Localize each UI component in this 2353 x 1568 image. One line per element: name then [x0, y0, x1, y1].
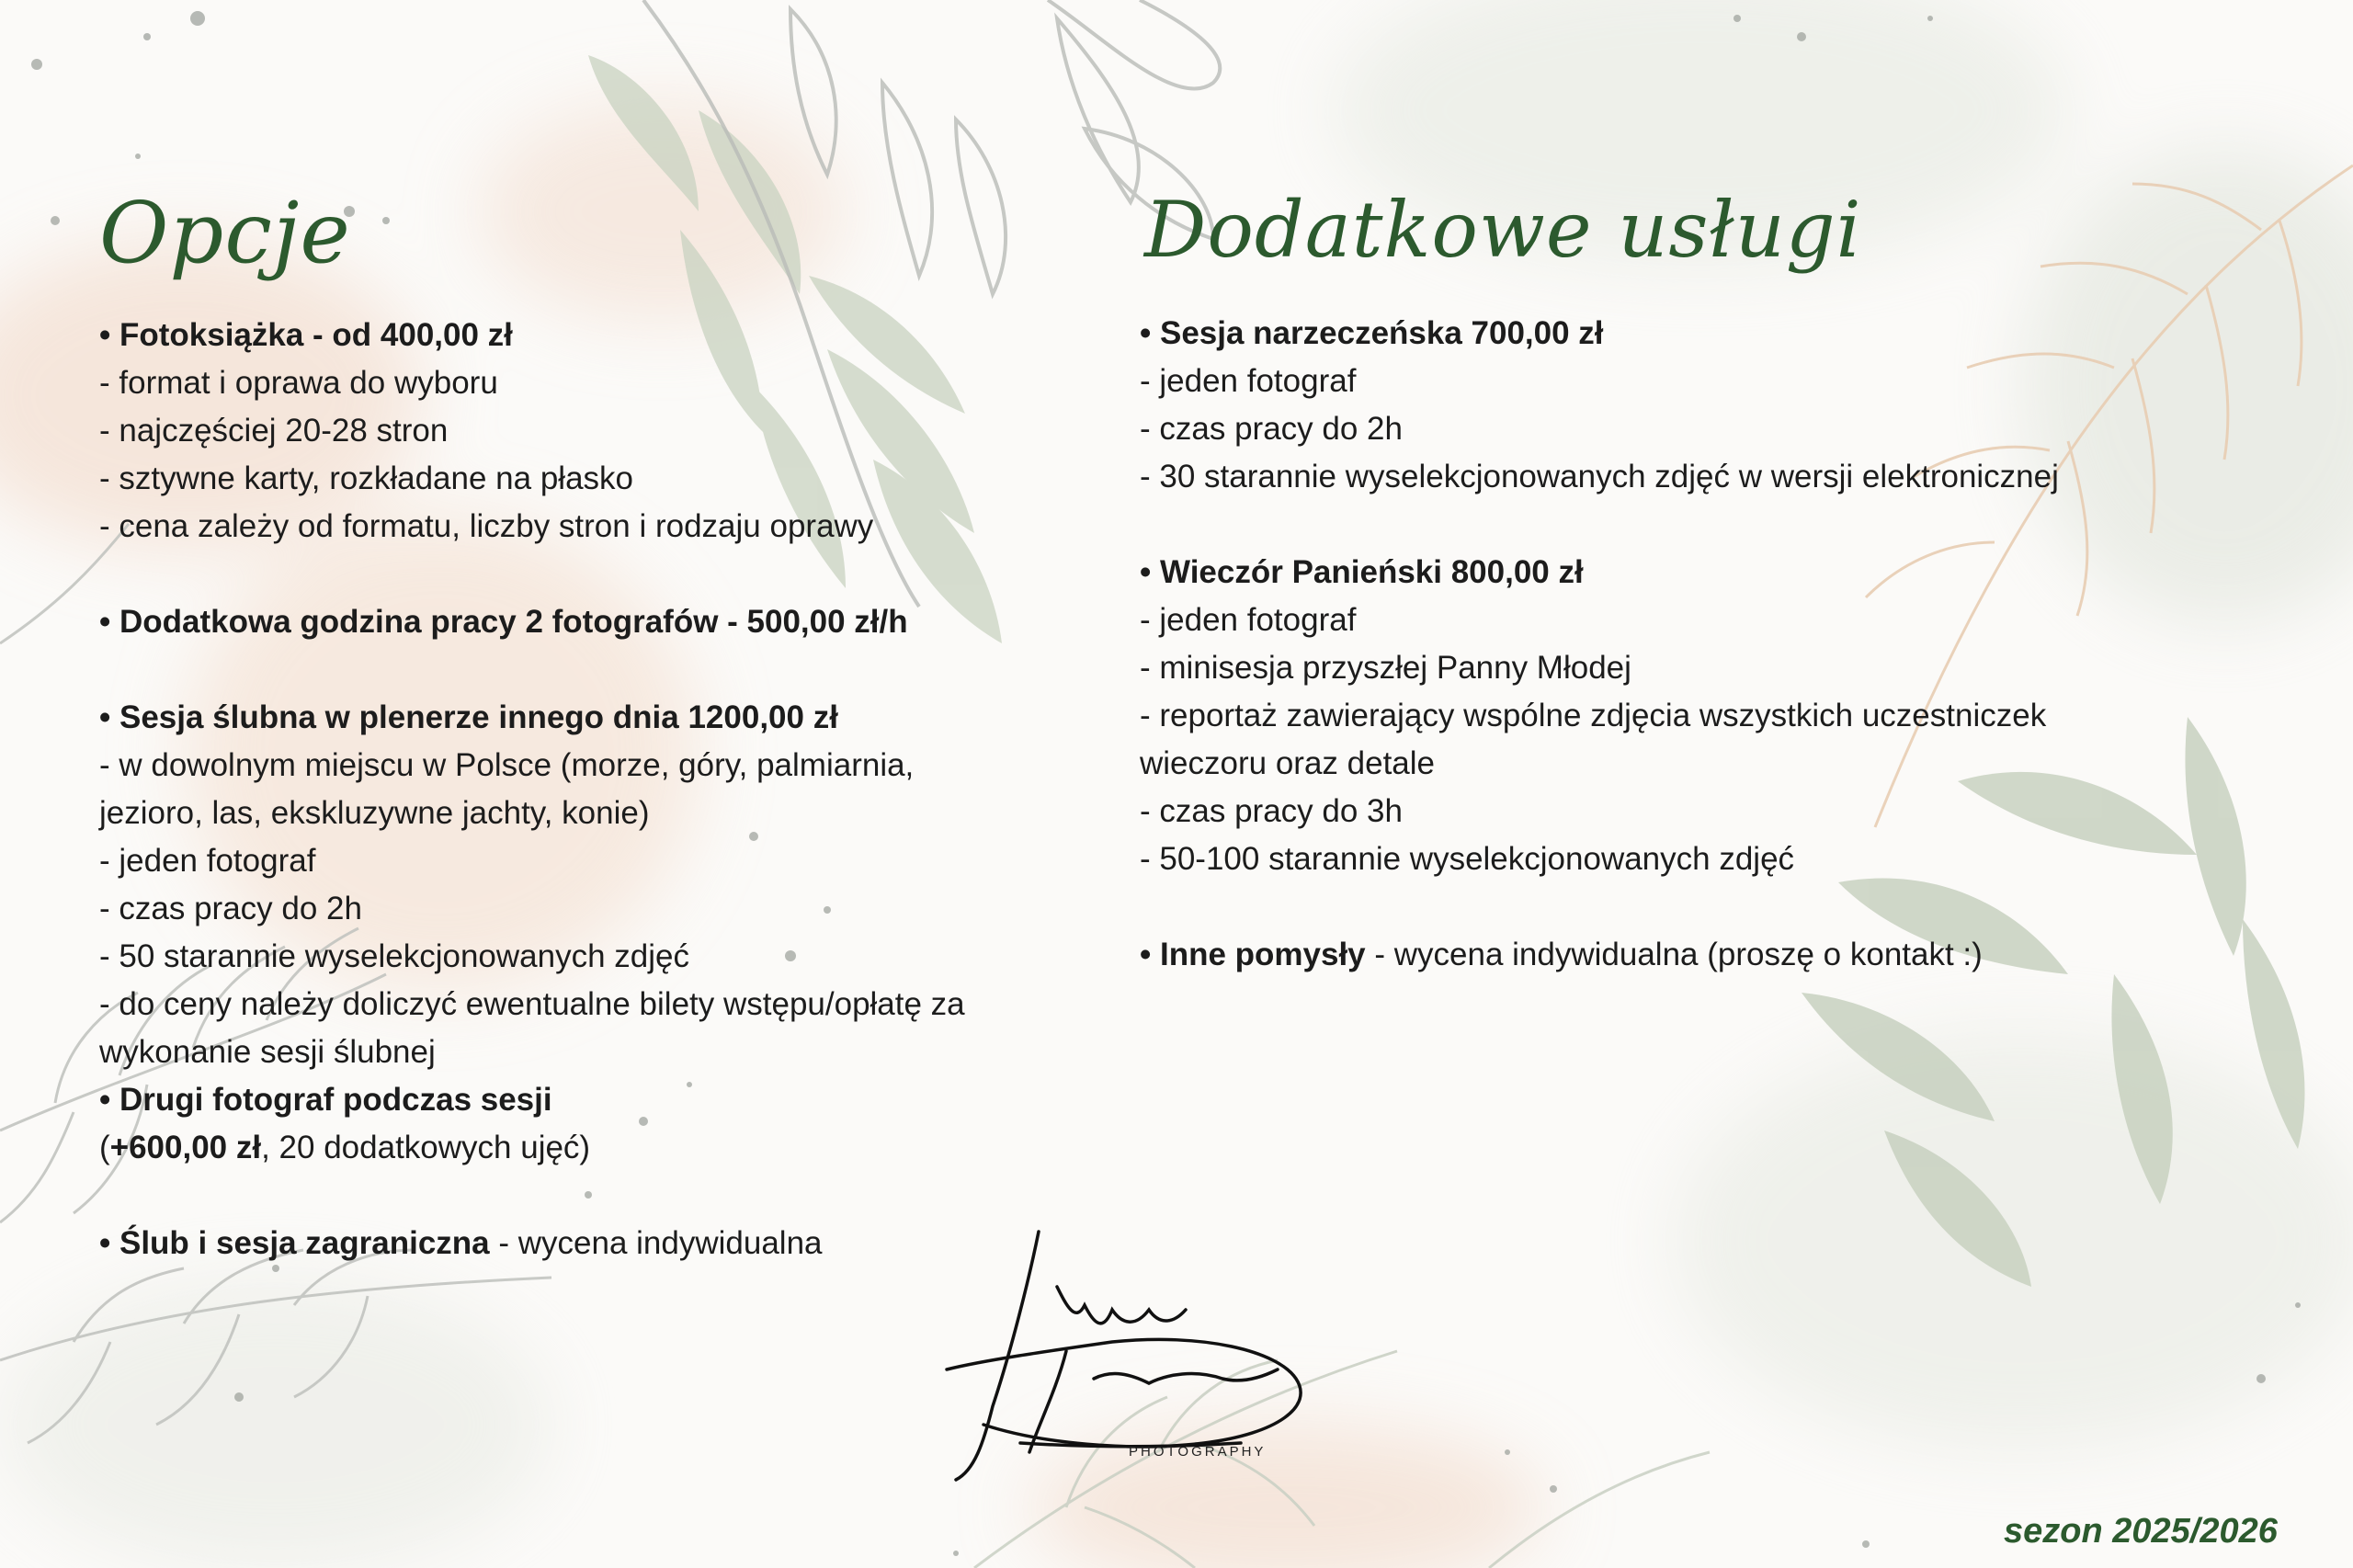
line-text: - format i oprawa do wyboru [99, 365, 498, 401]
list-line [1140, 931, 2059, 979]
line-text: - najczęściej 20-28 stron [99, 413, 449, 449]
list-line [1140, 788, 2059, 835]
spacer [1140, 501, 2059, 549]
logo-subtitle: PHOTOGRAPHY [1129, 1444, 1267, 1460]
line-bold-text: • Sesja narzeczeńska 700,00 zł [1140, 315, 1604, 351]
line-text: - 50 starannie wyselekcjonowanych zdjęć [99, 938, 689, 974]
line-text: - wycena indywidualna (proszę o kontakt :) [1365, 937, 1983, 972]
line-bold-text: • Sesja ślubna w plenerze innego dnia 1200,00 zł [99, 699, 838, 735]
line-bold-text: • Ślub i sesja zagraniczna [99, 1225, 490, 1261]
list-line [99, 1220, 965, 1267]
line-text: - wycena indywidualna [489, 1225, 823, 1261]
spacer [99, 551, 965, 598]
line-text: - czas pracy do 3h [1140, 793, 1403, 829]
line-bold-text: • Drugi fotograf podczas sesji [99, 1082, 552, 1118]
list-line [1140, 453, 2059, 501]
line-bold-text: +600,00 zł [109, 1130, 262, 1165]
spacer [1140, 883, 2059, 931]
line-text: - reportaż zawierający wspólne zdjęcia wszystkich uczestniczek [1140, 698, 2047, 733]
line-text: , 20 dodatkowych ujęć) [261, 1130, 591, 1165]
line-text: - jeden fotograf [1140, 363, 1357, 399]
additional-services-heading: Dodatkowe usługi [1144, 185, 1862, 275]
line-text: jezioro, las, ekskluzywne jachty, konie) [99, 795, 650, 831]
line-text: - 30 starannie wyselekcjonowanych zdjęć w wersji elektronicznej [1140, 459, 2059, 494]
line-text: - sztywne karty, rozkładane na płasko [99, 460, 634, 496]
list-line [1140, 692, 2059, 740]
line-text: - jeden fotograf [1140, 602, 1357, 638]
line-text: - minisesja przyszłej Panny Młodej [1140, 650, 1631, 686]
list-line [99, 1124, 965, 1172]
list-line [99, 407, 965, 455]
line-text: wykonanie sesji ślubnej [99, 1034, 436, 1070]
list-line [1140, 644, 2059, 692]
line-text: - czas pracy do 2h [1140, 411, 1403, 447]
list-line [99, 598, 965, 646]
list-line [99, 694, 965, 742]
options-list [99, 312, 965, 1267]
list-line [1140, 740, 2059, 788]
line-text: wieczoru oraz detale [1140, 745, 1435, 781]
line-text: - czas pracy do 2h [99, 891, 362, 926]
list-line [99, 981, 965, 1028]
season-label: sezon 2025/2026 [2004, 1512, 2278, 1551]
spacer [99, 646, 965, 694]
line-text: - w dowolnym miejscu w Polsce (morze, góry, palmiarnia, [99, 747, 915, 783]
list-line [1140, 597, 2059, 644]
list-line [1140, 835, 2059, 883]
line-text: - do ceny należy doliczyć ewentualne bilety wstępu/opłatę za [99, 986, 965, 1022]
line-text: - cena zależy od formatu, liczby stron i rodzaju oprawy [99, 508, 874, 544]
list-line [99, 1028, 965, 1076]
line-bold-text: • Wieczór Panieński 800,00 zł [1140, 554, 1584, 590]
list-line [99, 312, 965, 359]
list-line [1140, 405, 2059, 453]
list-line [99, 790, 965, 837]
line-text: - jeden fotograf [99, 843, 316, 879]
options-heading: Opcje [99, 184, 351, 282]
additional-services-list [1140, 310, 2059, 979]
list-line [1140, 549, 2059, 597]
spacer [99, 1172, 965, 1220]
list-line [99, 455, 965, 503]
list-line [99, 933, 965, 981]
list-line [1140, 358, 2059, 405]
line-bold-text: • Dodatkowa godzina pracy 2 fotografów - 500,00 zł/h [99, 604, 908, 640]
list-line [99, 359, 965, 407]
list-line [1140, 310, 2059, 358]
line-text: - 50-100 starannie wyselekcjonowanych zdjęć [1140, 841, 1795, 877]
line-bold-text: • Fotoksiążka - od 400,00 zł [99, 317, 513, 353]
line-prefix: ( [99, 1130, 110, 1165]
line-bold-text: • Inne pomysły [1140, 937, 1366, 972]
list-line [99, 503, 965, 551]
list-line [99, 885, 965, 933]
list-line [99, 742, 965, 790]
list-line [99, 1076, 965, 1124]
list-line [99, 837, 965, 885]
